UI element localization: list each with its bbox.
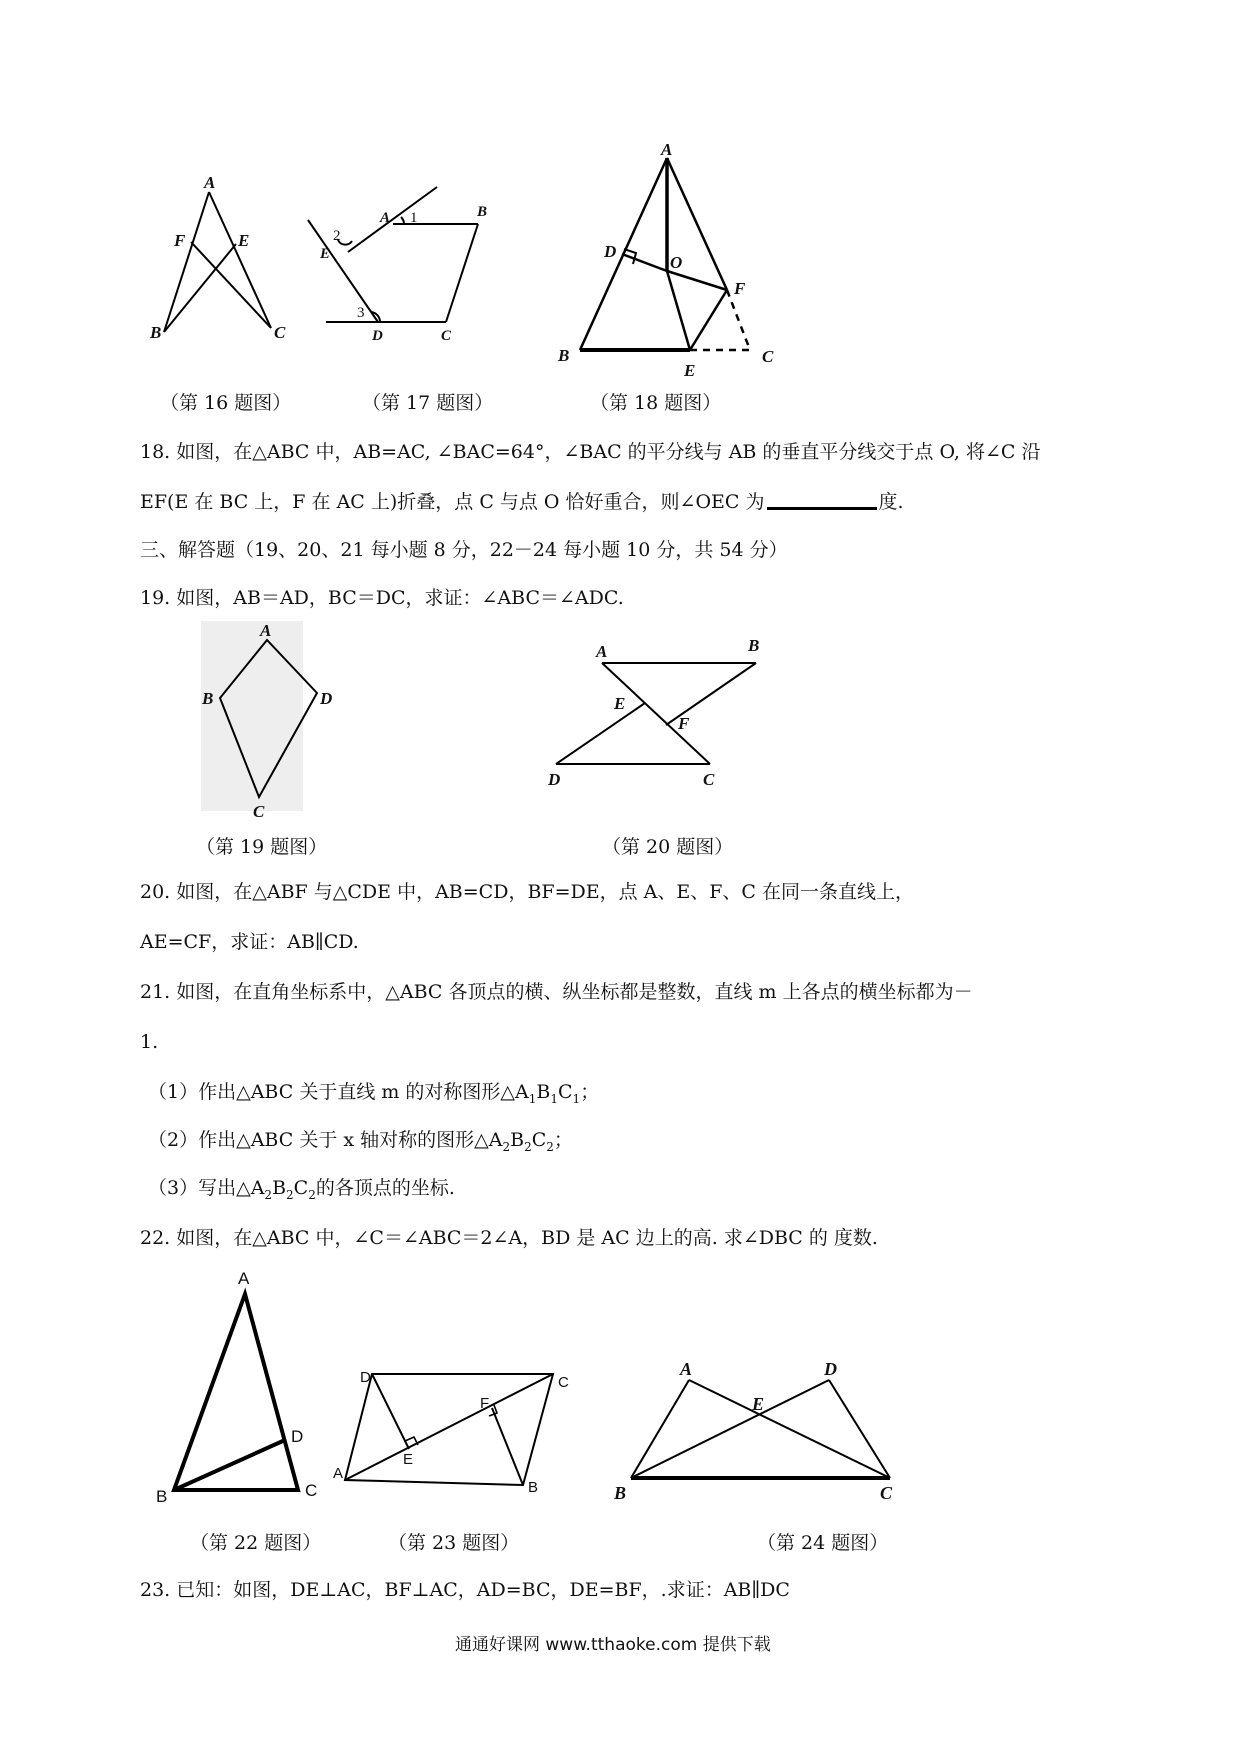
figure-23-diagram <box>330 1350 580 1500</box>
punctuation: ； <box>553 1129 573 1151</box>
label-d: D <box>604 242 617 261</box>
segment-bc <box>446 224 478 322</box>
segment-ac <box>209 192 271 328</box>
part-2-text: （2）作出△ABC 关于 x 轴对称的图形△A <box>148 1129 503 1151</box>
figure-22-diagram <box>150 1270 330 1510</box>
ray-ea <box>348 187 437 252</box>
label-c: C <box>305 1481 318 1500</box>
label-o: O <box>670 253 683 272</box>
label-a: A <box>204 173 216 192</box>
segment-do <box>622 254 667 271</box>
label-e: E <box>320 246 331 262</box>
figure-17-diagram <box>300 180 510 344</box>
segment-of <box>667 271 727 290</box>
label-a: A <box>333 1465 344 1482</box>
part-3-text: （3）写出△A <box>148 1177 265 1199</box>
segment-de <box>556 703 645 764</box>
label-f: F <box>174 231 186 250</box>
label-b: B <box>202 689 214 708</box>
segment-ac <box>602 663 710 764</box>
subscript: 2 <box>546 1139 554 1154</box>
question-18-text: EF(E 在 BC 上，F 在 AC 上)折叠，点 C 与点 O 恰好重合，则∠OEC 为 <box>140 491 765 513</box>
label-d: D <box>372 328 383 344</box>
caption-figure-19: （第 19 题图） <box>196 836 328 858</box>
quadrilateral-abcd <box>220 640 317 797</box>
subscript: 1 <box>528 1091 537 1106</box>
vertex-c: C <box>293 1177 309 1199</box>
label-d: D <box>548 770 561 789</box>
page-footer[interactable]: 通通好课网 www.tthaoke.com 提供下载 <box>455 1635 771 1655</box>
label-a: A <box>238 1269 250 1288</box>
punctuation: ； <box>580 1081 600 1103</box>
label-c: C <box>880 1483 893 1503</box>
segment-bf <box>492 1408 523 1485</box>
label-d: D <box>291 1427 304 1446</box>
question-22: 22. 如图，在△ABC 中，∠C＝∠ABC＝2∠A，BD 是 AC 边上的高. 求∠DBC 的 度数. <box>140 1227 878 1249</box>
label-e: E <box>684 361 696 380</box>
label-b: B <box>748 636 760 655</box>
label-c: C <box>558 1374 569 1391</box>
question-21-part-3 <box>148 1176 455 1207</box>
section-3-heading: 三、解答题（19、20、21 每小题 8 分，22－24 每小题 10 分，共 54 分） <box>140 539 788 561</box>
line-ed <box>308 220 378 322</box>
label-c: C <box>762 347 774 366</box>
label-f: F <box>678 714 690 733</box>
label-b: B <box>156 1487 168 1506</box>
subscript: 2 <box>502 1139 511 1154</box>
subscript: 1 <box>572 1091 581 1106</box>
vertex-b: B <box>510 1129 525 1151</box>
question-18-line-2 <box>140 490 904 514</box>
part-1-text: （1）作出△ABC 关于直线 m 的对称图形△A <box>148 1081 529 1103</box>
question-18-unit: 度. <box>878 491 904 513</box>
figure-16-diagram <box>140 173 320 342</box>
label-e: E <box>752 1394 765 1414</box>
figure-24-diagram <box>600 1340 920 1520</box>
segment-be <box>164 244 236 332</box>
caption-figure-23: （第 23 题图） <box>388 1532 520 1554</box>
label-c: C <box>274 323 286 342</box>
question-20-line-1: 20. 如图，在△ABF 与△CDE 中，AB=CD，BF=DE，点 A、E、F、C 在同一条直线上， <box>140 881 915 903</box>
answer-blank[interactable] <box>767 507 877 510</box>
label-c: C <box>703 770 715 789</box>
label-d: D <box>320 689 333 708</box>
label-a: A <box>380 210 391 226</box>
label-a: A <box>260 621 272 640</box>
label-f: F <box>480 1395 490 1412</box>
angle-1-arc <box>401 217 404 224</box>
label-a: A <box>680 1359 693 1379</box>
question-21-line-1: 21. 如图，在直角坐标系中，△ABC 各顶点的横、纵坐标都是整数，直线 m 上各点的横坐标都为－ <box>140 981 973 1003</box>
subscript: 2 <box>308 1187 316 1202</box>
segment-oe <box>667 271 690 350</box>
vertex-c: C <box>531 1129 547 1151</box>
label-f: F <box>734 279 746 298</box>
segment-ef <box>690 290 727 350</box>
part-3-suffix: 的各顶点的坐标. <box>315 1177 455 1199</box>
vertex-c: C <box>558 1081 573 1103</box>
caption-figure-16: （第 16 题图） <box>160 392 292 414</box>
caption-figure-18: （第 18 题图） <box>590 392 722 414</box>
subscript: 2 <box>524 1139 532 1154</box>
vertex-b: B <box>536 1081 551 1103</box>
segment-fc-dashed <box>727 290 750 350</box>
figure-20-diagram <box>530 625 780 790</box>
label-d: D <box>360 1369 371 1386</box>
label-angle-1: 1 <box>410 210 418 226</box>
caption-figure-17: （第 17 题图） <box>362 392 494 414</box>
subscript: 2 <box>264 1187 273 1202</box>
label-c: C <box>441 328 452 344</box>
label-e: E <box>238 231 250 250</box>
figure-19-diagram <box>190 610 360 820</box>
label-b: B <box>477 204 488 220</box>
label-b: B <box>528 1479 539 1496</box>
label-e: E <box>403 1451 414 1468</box>
caption-figure-24: （第 24 题图） <box>757 1532 889 1554</box>
label-angle-2: 2 <box>333 228 341 244</box>
question-23: 23. 已知：如图，DE⊥AC，BF⊥AC，AD=BC，DE=BF，.求证：AB∥DC <box>140 1579 790 1601</box>
label-e: E <box>614 694 626 713</box>
question-19: 19. 如图，AB＝AD，BC＝DC，求证：∠ABC＝∠ADC. <box>140 587 624 609</box>
label-b: B <box>558 346 570 365</box>
subscript: 1 <box>550 1091 558 1106</box>
diagonal-ac <box>345 1374 553 1480</box>
label-a: A <box>596 642 608 661</box>
question-18-line-1: 18. 如图，在△ABC 中，AB=AC, ∠BAC=64°，∠BAC 的平分线与 AB 的垂直平分线交于点 O, 将∠C 沿 <box>140 441 1041 463</box>
vertex-b: B <box>272 1177 287 1199</box>
caption-figure-22: （第 22 题图） <box>190 1532 322 1554</box>
label-b: B <box>614 1483 627 1503</box>
question-21-part-2 <box>148 1128 573 1159</box>
label-d: D <box>824 1359 837 1379</box>
question-21-line-2: 1. <box>140 1031 159 1053</box>
subscript: 2 <box>286 1187 294 1202</box>
segment-de <box>372 1374 409 1449</box>
label-a: A <box>661 140 673 159</box>
label-c: C <box>253 802 265 821</box>
segment-ab <box>164 192 209 332</box>
question-21-part-1 <box>148 1080 599 1111</box>
label-angle-3: 3 <box>357 305 365 321</box>
caption-figure-20: （第 20 题图） <box>602 836 734 858</box>
label-b: B <box>150 323 162 342</box>
question-20-line-2: AE=CF，求证：AB∥CD. <box>140 931 359 953</box>
figure-18-diagram <box>540 140 774 380</box>
